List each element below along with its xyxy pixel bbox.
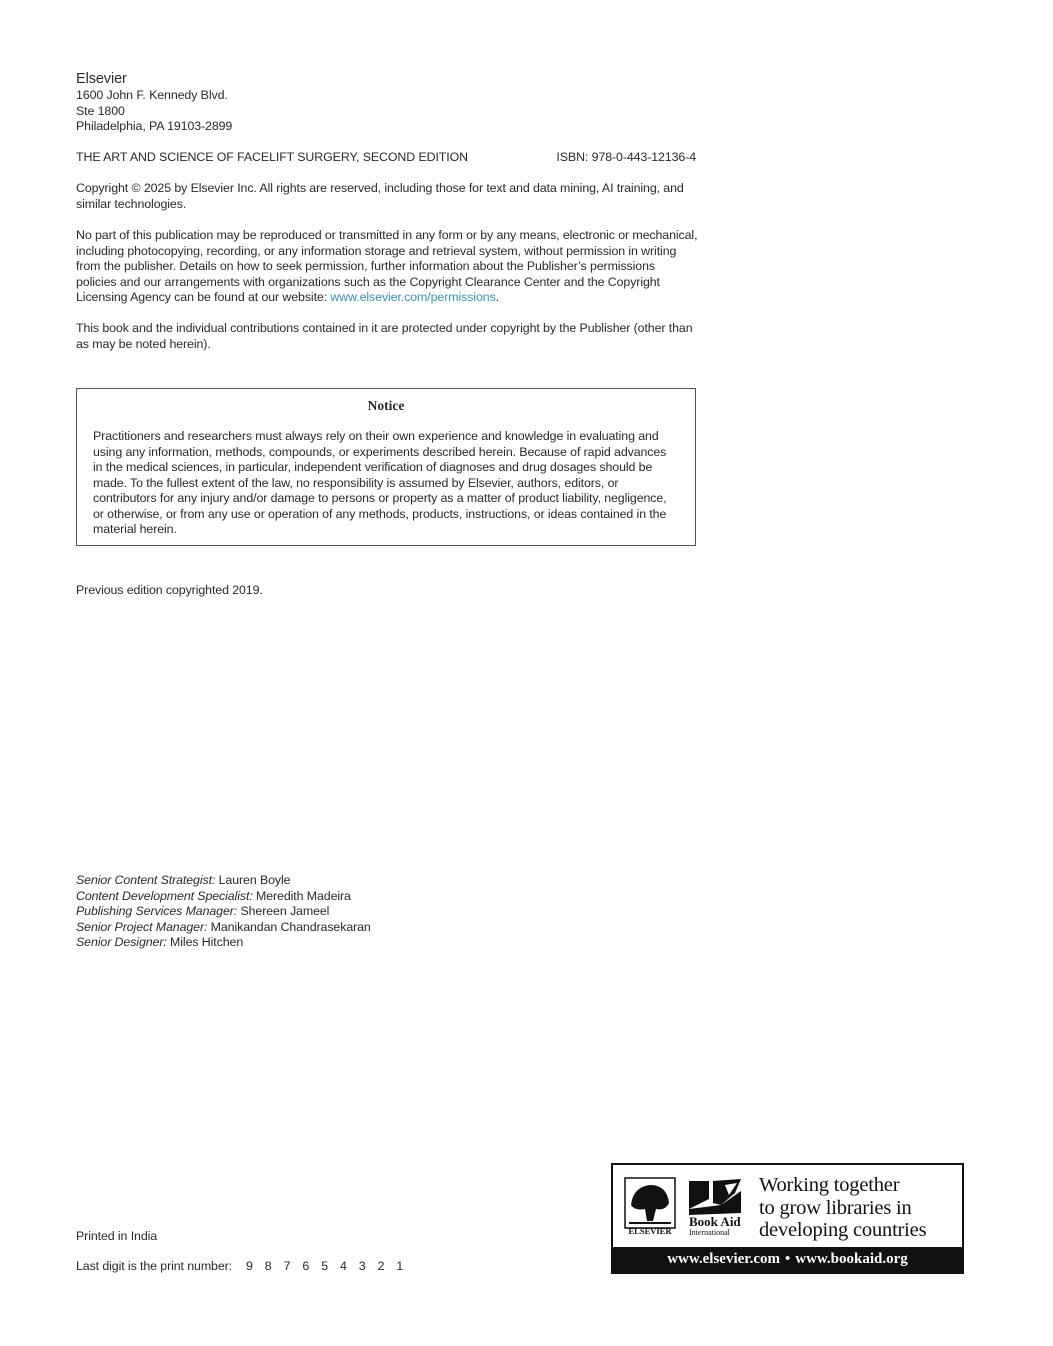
print-digit: 3 [358, 1259, 366, 1273]
separator-bullet: • [784, 1251, 791, 1267]
print-digit: 8 [264, 1259, 272, 1273]
print-digit: 1 [396, 1259, 404, 1273]
print-digit: 5 [321, 1259, 328, 1273]
printed-in: Printed in India [76, 1229, 158, 1243]
address-line: Ste 1800 [76, 103, 125, 118]
rights-end: . [495, 290, 499, 304]
credit-name: Manikandan Chandrasekaran [210, 919, 371, 934]
elsevier-logo-text: ELSEVIER [628, 1226, 672, 1236]
credit-name: Shereen Jameel [240, 904, 330, 918]
elsevier-tree-logo [625, 1178, 675, 1236]
credit-row [76, 904, 371, 920]
credit-role: Senior Project Manager: [76, 919, 208, 934]
rights-statement [76, 228, 698, 306]
isbn: ISBN: 978-0-443-12136-4 [556, 150, 696, 164]
credit-name: Lauren Boyle [218, 873, 291, 887]
badge-footer [613, 1247, 962, 1272]
publisher-name: Elsevier [76, 71, 127, 87]
book-title: THE ART AND SCIENCE OF FACELIFT SURGERY, SECOND EDITION [76, 150, 469, 164]
print-number-digits [246, 1259, 403, 1275]
credit-name: Meredith Madeira [256, 888, 351, 903]
print-digit: 4 [339, 1259, 347, 1273]
book-aid-logo-name: Book Aid [689, 1214, 741, 1229]
notice-body: Practitioners and researchers must always rely on their own experience and knowledge in evaluating and using any information, methods, compounds, or experiments described herein. Because of rapid advances in the medical sciences, in particular, independent verification of diagnoses and drug dosages should be made. To the fullest extent of the law, no responsibility is assumed by Elsevier, authors, editors, or contributors for any injury and/or damage to persons or property as a matter of product liability, negligence, or otherwise, or from any use or operation of any methods, products, instructions, or ideas contained in the material herein. [93, 429, 667, 536]
book-aid-logo [689, 1179, 741, 1237]
credit-role: Senior Content Strategist: [76, 873, 216, 887]
book-aid-logo-sub: International [689, 1228, 730, 1237]
credits-list [76, 873, 371, 951]
book-aid-badge [611, 1163, 964, 1274]
notice-box [76, 388, 696, 546]
credit-row [76, 920, 371, 936]
address-line: Philadelphia, PA 19103-2899 [76, 119, 233, 133]
elsevier-url[interactable]: www.elsevier.com [667, 1251, 780, 1267]
badge-logos [623, 1175, 759, 1237]
credit-name: Miles Hitchen [170, 935, 244, 949]
credit-row [76, 873, 371, 889]
rights-text: No part of this publication may be reproduced or transmitted in any form or by any means, electronic or mechanical, including photocopying, recording, or any information storage and retrieval system, without permission in writing from the publisher. Details on how to seek permission, further information about the Publisher’s permissions policies and our arrangements with organizations such as the Copyright Clearance Center and the Copyright Licensing Agency can be found at our website: [76, 228, 698, 304]
print-number-label: Last digit is the print number: [76, 1259, 232, 1273]
protection-statement: This book and the individual contributions contained in it are protected under copyright by the Publisher (other than as may be noted herein). [76, 321, 693, 351]
permissions-link[interactable]: www.elsevier.com/permissions [330, 290, 496, 304]
tagline-line: to grow libraries in [759, 1196, 912, 1219]
credit-role: Senior Designer: [76, 935, 167, 949]
print-digit: 7 [283, 1259, 291, 1273]
bookaid-url[interactable]: www.bookaid.org [795, 1251, 908, 1267]
previous-edition: Previous edition copyrighted 2019. [76, 583, 263, 597]
address-line: 1600 John F. Kennedy Blvd. [76, 88, 228, 102]
copyright-statement: Copyright © 2025 by Elsevier Inc. All rights are reserved, including those for text and data mining, AI training, and similar technologies. [76, 181, 684, 211]
print-digit: 9 [246, 1259, 253, 1273]
badge-tagline [759, 1174, 959, 1242]
credit-row [76, 935, 371, 951]
tagline-line: Working together [759, 1174, 900, 1196]
book-title-row [76, 150, 696, 166]
publisher-address [76, 70, 232, 135]
tagline-line: developing countries [759, 1219, 927, 1241]
print-number-line [76, 1259, 403, 1275]
print-digit: 6 [302, 1259, 310, 1273]
credit-role: Content Development Specialist: [76, 888, 253, 903]
notice-title: Notice [367, 398, 405, 413]
credit-row [76, 889, 371, 905]
credit-role: Publishing Services Manager: [76, 904, 238, 918]
print-digit: 2 [377, 1259, 385, 1273]
